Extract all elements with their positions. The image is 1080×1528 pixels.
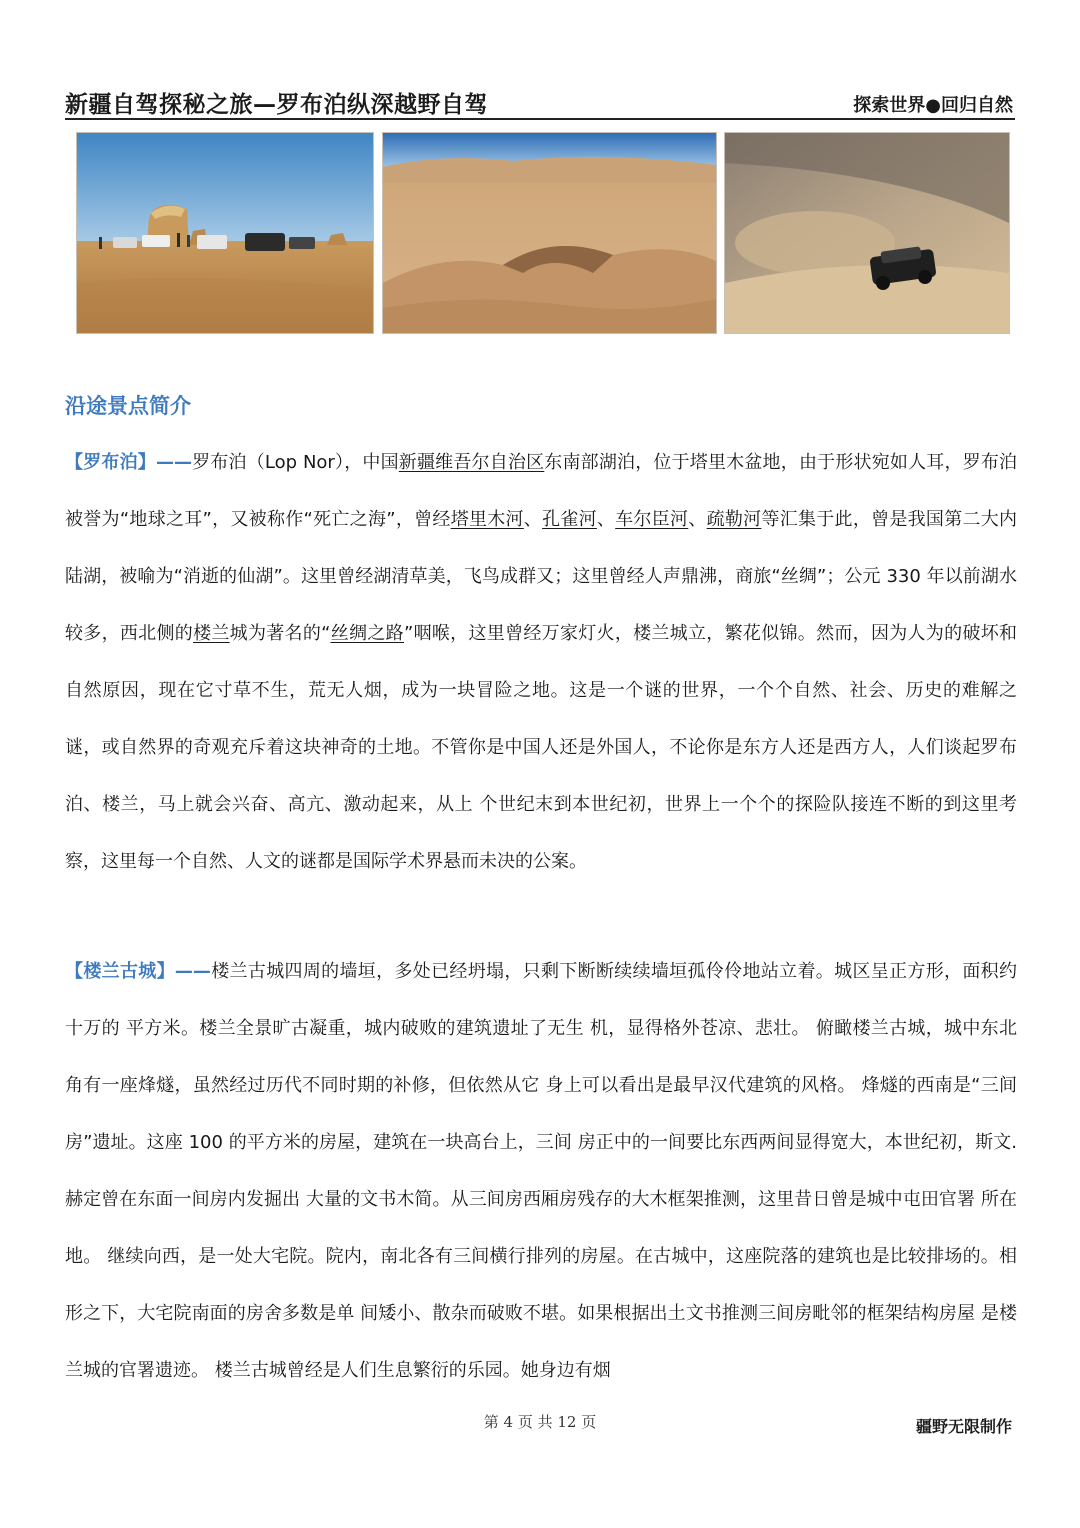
text-segment: 城为著名的“: [229, 623, 331, 644]
text-segment: 、: [688, 509, 707, 530]
loulan-paragraph: [65, 943, 1017, 1399]
text-segment: ”咽喉，这里曾经万家灯火，楼兰城立，繁花似锦。然而，因为人为的破坏和自然原因，现在它寸草不生，荒无人烟，成为一块冒险之地。这是一个谜的世界，一个个自然、社会、历史的难解之谜，或自然界的奇观充斥着这块神奇的土地。不管你是中国人还是外国人，不论你是东方人还是西方人，人们谈起罗布泊、楼兰，马上就会兴奋、高亢、激动起来，从上 个世纪末到本世纪初，世界上一个个的探险队接连不断的到这里考察，这里每一个自然、人文的谜都是国际学术界悬而未决的公案。: [65, 623, 1018, 872]
link-loulan[interactable]: 楼兰: [193, 623, 230, 644]
text-segment: 、: [523, 509, 543, 530]
header-slogan: 探索世界●回归自然: [853, 95, 1013, 116]
desert-convoy-photo: [76, 132, 374, 334]
suv-on-dune-photo: [724, 132, 1010, 334]
footer-brand: 疆野无限制作: [915, 1417, 1012, 1436]
sand-dunes-photo: [382, 132, 717, 334]
link-kongque-river[interactable]: 孔雀河: [542, 509, 597, 530]
text-segment: 东南部湖泊，位于塔里木盆地，由于形状宛如人耳，罗布泊被誉为“地球之耳”，又被称作“死亡之海”，曾经: [65, 452, 1018, 530]
text-segment: 楼兰古城四周的墙垣，多处已经坍塌，只剩下断断续续墙垣孤伶伶地站立着。城区呈正方形，面积约十万的 平方米。楼兰全景旷古凝重，城内破败的建筑遗址了无生 机，显得格外苍凉、悲壮。 俯瞰楼兰古城，城中东北角有一座烽燧，虽然经过历代不同时期的补修，但依然从它 身上可以看出是最早汉代建筑的风格。 烽燧的西南是“三间房”遗址。这座 100 的平方米的房屋，建筑在一块高台上，三间 房正中的一间要比东西两间显得宽大，本世纪初，斯文.赫定曾在东面一间房内发掘出 大量的文书木简。从三间房西厢房残存的大木框架推测，这里昔日曾是城中屯田官署 所在地。 继续向西，是一处大宅院。院内，南北各有三间横行排列的房屋。在古城中，这座院落的建筑也是比较排场的。相形之下，大宅院南面的房舍多数是单 间矮小、散杂而破败不堪。如果根据出土文书推测三间房毗邻的框架结构房屋 是楼兰城的官署遗迹。 楼兰古城曾经是人们生息繁衍的乐园。她身边有烟: [65, 961, 1017, 1381]
link-shule-river[interactable]: 疏勒河: [706, 509, 762, 530]
term-dash: ——: [155, 452, 192, 473]
page-header: [65, 84, 1015, 120]
link-tarim-river[interactable]: 塔里木河: [450, 509, 524, 530]
link-silk-road[interactable]: 丝绸之路: [330, 623, 404, 644]
document-title: 新疆自驾探秘之旅—罗布泊纵深越野自驾: [65, 92, 488, 118]
link-xinjiang[interactable]: 新疆维吾尔自治区: [398, 452, 545, 473]
link-qarqan-river[interactable]: 车尔臣河: [615, 509, 689, 530]
text-segment: 、: [596, 509, 616, 530]
term-lop-nor: 【罗布泊】: [65, 452, 156, 473]
text-segment: 等汇集于此，曾是我国第二大内陆湖，被喻为“消逝的仙湖”。这里曾经湖清草美，飞鸟成群又；这里曾经人声鼎沸，商旅“丝绸”；公元 330 年以前湖水较多，西北侧的: [65, 509, 1018, 644]
term-dash: ——: [174, 961, 211, 982]
lop-nor-paragraph: [65, 434, 1017, 890]
term-loulan-ancient-city: 【楼兰古城】: [65, 961, 175, 982]
section-heading: 沿途景点简介: [65, 394, 191, 418]
text-segment: 罗布泊（Lop Nor），中国: [191, 452, 399, 473]
page-number: 第 4 页 共 12 页: [483, 1413, 597, 1431]
